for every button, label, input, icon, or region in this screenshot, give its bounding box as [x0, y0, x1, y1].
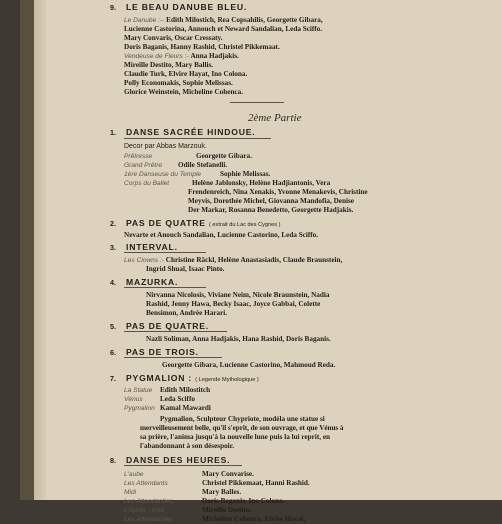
section-title: PAS DE TROIS. [126, 347, 199, 357]
cast-name: Micheline Cohenca, Elvire Hayat. [202, 515, 306, 523]
title-underline [124, 138, 271, 139]
section-number: 7. [110, 374, 116, 383]
cast-line: Nevarte et Anouch Sandalian, Lucienne Castorino, Leda Sciffo. [124, 231, 319, 239]
section-number: 4. [110, 278, 116, 287]
story-line: sa prière, l'anima jusqu'à la nouvelle lune puis la lui reprit, en [140, 433, 331, 441]
cast-name: Doris Baganis, Ino Colona. [202, 497, 285, 505]
cast-line: Les Clowns :- Christine Räckl, Helène Anastasiadis, Claude Braunstein, [124, 256, 343, 264]
cast-line: L'aube [124, 471, 144, 478]
decor-credit: Decor par Abbas Marzouk. [124, 143, 207, 150]
cast-name: Sophie Melissas. [220, 170, 271, 178]
cast-line: Meyvis, Dorothée Michel, Giovanna Mandofia, Denise [188, 197, 354, 205]
title-underline [124, 331, 227, 332]
section-title: LE BEAU DANUBE BLEU. [126, 2, 248, 12]
cast-line: Le Danube :-- Edith Milostich, Rea Copsahilis, Georgette Gibara, [124, 16, 323, 24]
section-number: 9. [110, 3, 116, 12]
cast-line: Les Attendanties [124, 498, 173, 505]
title-underline [124, 357, 222, 358]
cast-name: Christel Pikkemaat, Hanni Rashid. [202, 479, 310, 487]
title-underline [124, 252, 206, 253]
story-line: l'abandonnant à son désespoir. [140, 442, 235, 450]
section-title: INTERVAL. [126, 242, 178, 252]
section-number: 1. [110, 128, 116, 137]
cast-name: Georgette Gibara. [196, 152, 252, 160]
cast-line: Bensimon, Andrée Harari. [146, 309, 228, 317]
programme-content [102, 0, 502, 523]
section-title: MAZURKA. [126, 277, 179, 287]
cast-line: Mireille Destito, Mary Ballis. [124, 61, 214, 69]
section-number: 3. [110, 243, 116, 252]
part-heading: 2ème Partie [248, 112, 302, 124]
divider [230, 102, 284, 103]
cast-line: Ingrid Shual, Isaac Pinto. [146, 265, 225, 273]
section-title: DANSE DES HEURES. [126, 455, 231, 465]
story-line: Pygmalion, Sculpteur Chypriote, modéla une statue si [160, 415, 325, 423]
cast-name: Odile Stefanelli. [178, 161, 228, 169]
cast-line: Lucienne Castorina, Annouch et Neward Sandalian, Leda Sciffo. [124, 25, 323, 33]
cast-line: Claudie Turk, Elvire Hayat, Ino Colona. [124, 70, 248, 78]
cast-line: Pygmalion [124, 405, 155, 412]
programme-page [20, 0, 502, 523]
section-title: PAS DE QUATRE ( extrait du Lac des Cygnes ) [126, 218, 281, 228]
cast-line: 1ère Danseuse du Temple [124, 171, 202, 178]
cast-line: Vendeuse de Fleurs :- Anna Hadjakis. [124, 52, 239, 60]
cast-line: Glorice Weinstein, Micheline Cohenca. [124, 88, 244, 96]
title-underline [124, 287, 206, 288]
cast-name: Edith Milostitch [160, 386, 211, 394]
binding-edge [20, 0, 34, 500]
cast-line: L'Après - midi [124, 507, 165, 514]
cast-name: Leda Sciffo [160, 395, 195, 403]
cast-line: Grand Prêtre [124, 162, 163, 169]
cast-name: Helène Jablonsky, Helène Hadjiantonis, Vera [192, 179, 331, 187]
cast-name: Mary Balles. [202, 488, 242, 496]
section-number: 5. [110, 322, 116, 331]
section-title: PAS DE QUATRE. [126, 321, 209, 331]
cast-name: Kamal Mawardi [160, 404, 211, 412]
section-title: PYGMALION : ( Legende Mythologique ) [126, 373, 259, 383]
cast-name: Mireille Destito. [202, 506, 252, 514]
cast-line: Midi [124, 489, 137, 496]
title-underline [124, 465, 242, 466]
cast-line: Der Markar, Rosanna Benedetto, Georgette Hadjakis. [188, 206, 354, 214]
cast-line: Doris Baganis, Hanny Rashid, Christel Pikkemaat. [124, 43, 280, 51]
cast-line: Vénus [124, 396, 143, 403]
cast-line: Mary Convaris, Oscar Cressaty. [124, 34, 223, 42]
cast-line: Les Attendanties [124, 516, 173, 523]
cast-line: La Statue [124, 387, 153, 394]
section-number: 2. [110, 219, 116, 228]
cast-line: Georgette Gibara, Lucienne Castorino, Mahmoud Reda. [162, 361, 336, 369]
story-line: merveilleusement belle, qu'il s'eprit, de son ouvrage, et que Vénus à [140, 424, 344, 432]
cast-line: Corps du Ballet [124, 180, 170, 187]
cast-line: Nirvanna Nicolosis, Viviane Neim, Nicole Braunstein, Nadia [146, 291, 330, 299]
section-number: 6. [110, 348, 116, 357]
cast-line: Rashid, Jenny Hawa, Becky Isaac, Joyce Gabbai, Colette [146, 300, 321, 308]
cast-line: Prêtresse [124, 153, 153, 160]
cast-name: Mary Convarise. [202, 470, 254, 478]
section-title: DANSE SACRÉE HINDOUE. [126, 127, 256, 137]
cast-line: Nazli Soliman, Anna Hadjakis, Hana Rashid, Doris Baganis. [146, 335, 331, 343]
cast-line: Frendenreich, Nina Xenakis, Yvonne Menakevis, Christine [188, 188, 368, 196]
section-number: 8. [110, 456, 116, 465]
cast-line: Les Attendants [124, 480, 168, 487]
cast-line: Polly Economakis, Sophie Melissas. [124, 79, 233, 87]
